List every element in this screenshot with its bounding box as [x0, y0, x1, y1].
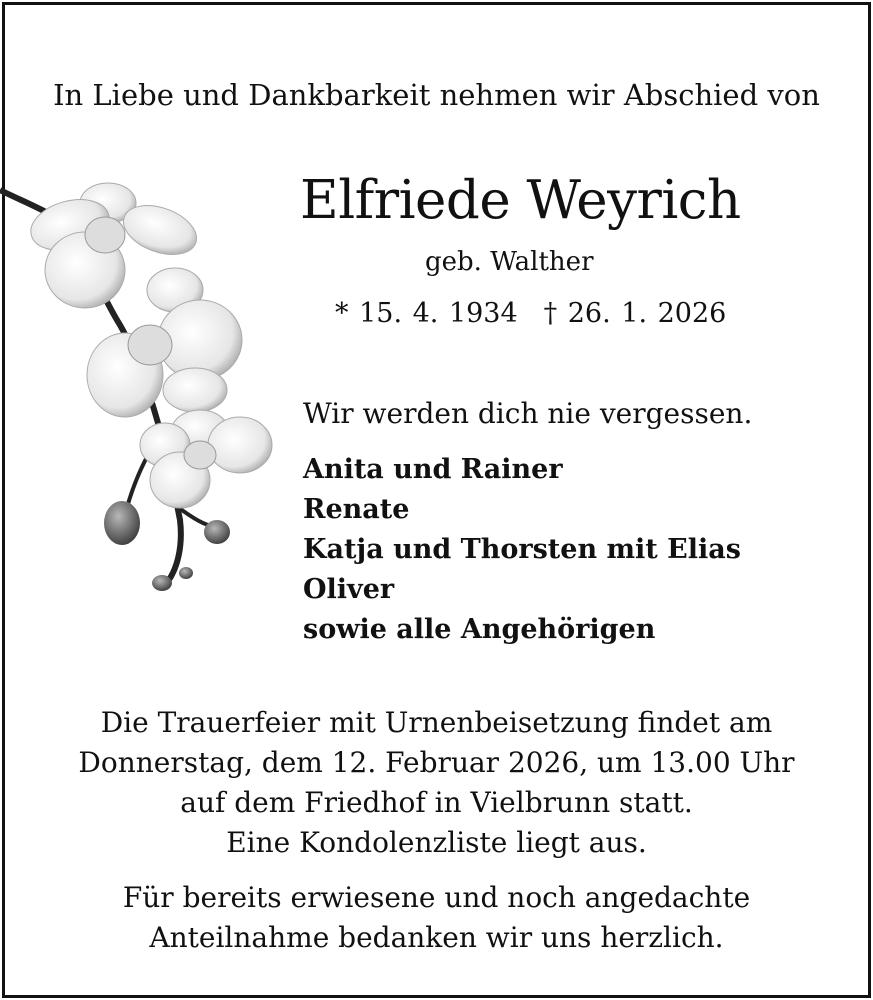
intro-text: In Liebe und Dankbarkeit nehmen wir Abschied von: [53, 78, 820, 112]
ceremony-line: Die Trauerfeier mit Urnenbeisetzung findet am: [100, 706, 773, 739]
mourner-item: sowie alle Angehörigen: [303, 614, 656, 645]
orchid-icon: [0, 175, 290, 605]
motto-text: Wir werden dich nie vergessen.: [303, 397, 753, 430]
maiden-name: geb. Walther: [425, 247, 594, 277]
deceased-name: Elfriede Weyrich: [300, 170, 741, 231]
mourner-item: Katja und Thorsten mit Elias: [303, 534, 741, 565]
ceremony-line: Donnerstag, dem 12. Februar 2026, um 13.00 Uhr: [78, 746, 795, 779]
mourner-item: Anita und Rainer: [303, 454, 563, 485]
thanks-line: Anteilnahme bedanken wir uns herzlich.: [149, 921, 724, 954]
ceremony-line: Eine Kondolenzliste liegt aus.: [226, 826, 647, 859]
mourner-item: Oliver: [303, 574, 395, 605]
life-dates: [335, 298, 726, 329]
thanks-text: [0, 878, 873, 958]
death-date: † 26. 1. 2026: [543, 298, 727, 329]
thanks-line: Für bereits erwiesene und noch angedachte: [122, 881, 751, 914]
birth-date: * 15. 4. 1934: [335, 298, 518, 329]
ceremony-info: [0, 703, 873, 863]
ceremony-line: auf dem Friedhof in Vielbrunn statt.: [180, 786, 693, 819]
mourner-item: Renate: [303, 494, 410, 525]
mourners-list: [303, 450, 741, 650]
